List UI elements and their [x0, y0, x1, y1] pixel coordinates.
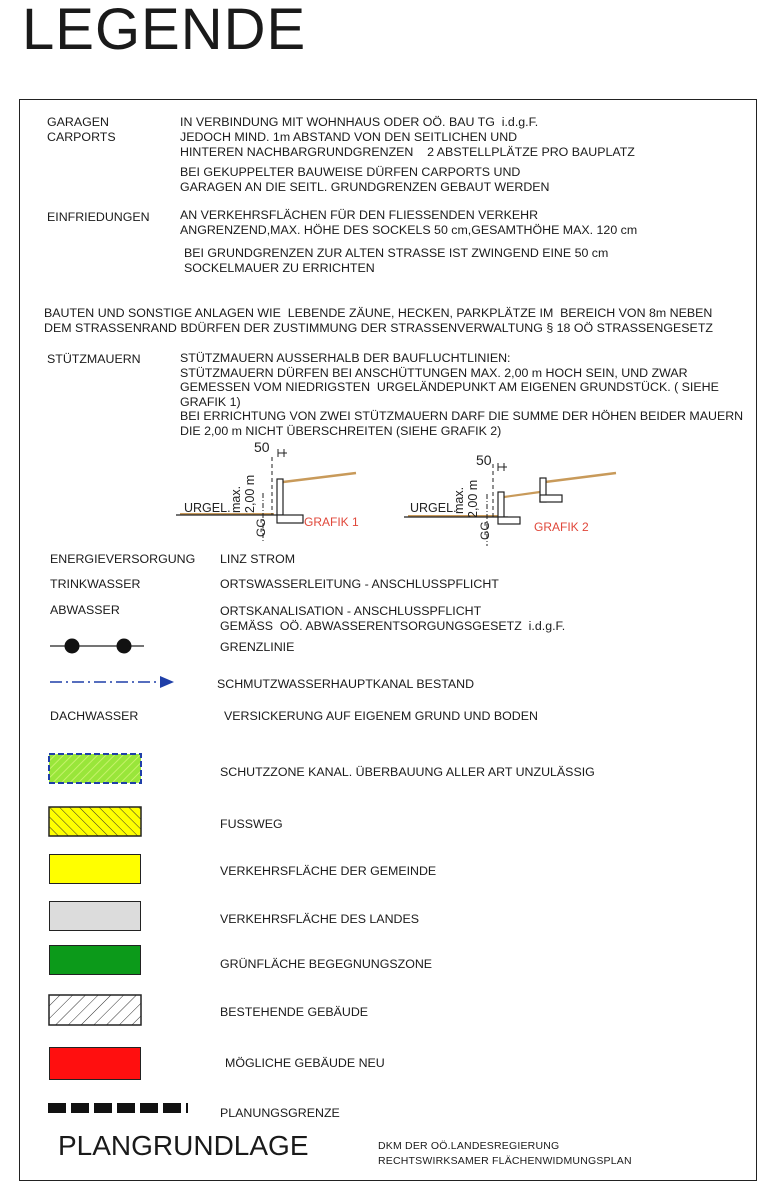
wall-footing [277, 515, 303, 523]
dimension-50: 50 [476, 452, 492, 468]
schmutzwasser-symbol [48, 675, 176, 689]
grafik-2-diagram [404, 450, 624, 548]
dachwasser-text: VERSICKERUNG AUF EIGENEM GRUND UND BODEN [224, 709, 538, 723]
stuetzmauern-text: STÜTZMAUERN AUSSERHALB DER BAUFLUCHTLINIEN: STÜTZMAUERN DÜRFEN BEI ANSCHÜTTUNGEN MAX. 2,00 m HOCH SEIN, UND ZWAR GEMESSEN VOM NIEDRIGSTEN URGELÄNDEPUNKT AM EIGENEN GRUNDSTÜCK. ( SIEHE GRAFIK 1) BEI ERRICHTUNG VON ZWEI STÜTZMAUERN DARF DIE SUMME DER HÖHEN BEIDER MAUERN DIE 2,00 m NICHT ÜBERSCHREITEN (SIEHE GRAFIK 2) [180, 351, 744, 438]
swatch-schutzzone [48, 753, 143, 784]
gg-label: GG [478, 521, 492, 540]
garagen-text-2: BEI GEKUPPELTER BAUWEISE DÜRFEN CARPORTS UND GARAGEN AN DIE SEITL. GRUNDGRENZEN GEBAUT WERDEN [180, 165, 550, 194]
height-label-value: 2,00 m [243, 474, 257, 513]
height-label-value: 2,00 m [466, 479, 480, 518]
grafik-2-label: GRAFIK 2 [534, 520, 589, 534]
arrow-icon [160, 676, 174, 688]
height-label-max: max. [452, 486, 466, 514]
einfriedungen-label: EINFRIEDUNGEN [47, 210, 150, 224]
abwasser-text: ORTSKANALISATION - ANSCHLUSSPFLICHT GEMÄSS OÖ. ABWASSERENTSORGUNGSGESETZ i.d.g.F. [220, 604, 566, 633]
grenz-dot [65, 639, 80, 654]
wall-footing-upper [540, 495, 562, 502]
trinkwasser-label: TRINKWASSER [50, 577, 141, 591]
energie-label: ENERGIEVERSORGUNG [50, 552, 196, 566]
height-label-max: max. [229, 485, 243, 513]
abwasser-label: ABWASSER [50, 603, 120, 617]
grenzlinie-symbol [48, 636, 146, 658]
trinkwasser-text: ORTSWASSERLEITUNG - ANSCHLUSSPFLICHT [220, 577, 499, 591]
grenz-dot [117, 639, 132, 654]
grafik-1-diagram [176, 437, 376, 545]
gruenflaeche-text: GRÜNFLÄCHE BEGEGNUNGSZONE [220, 957, 433, 971]
grenzlinie-text: GRENZLINIE [220, 640, 295, 654]
schmutzwasser-text: SCHMUTZWASSERHAUPTKANAL BESTAND [217, 677, 475, 691]
swatch-verkehrsflaeche-gemeinde [49, 854, 141, 884]
swatch-gruenflaeche [49, 945, 141, 975]
garagen-label: GARAGEN CARPORTS [47, 115, 116, 144]
gg-label: GG [254, 518, 268, 537]
swatch-bestehende-gebaeude [48, 994, 143, 1026]
retaining-wall-lower [498, 492, 504, 517]
moegliche-gebaeude-text: MÖGLICHE GEBÄUDE NEU [225, 1056, 385, 1070]
dkm-text: DKM DER OÖ.LANDESREGIERUNG RECHTSWIRKSAMER FLÄCHENWIDMUNGSPLAN [378, 1140, 632, 1167]
swatch-moegliche-gebaeude [49, 1047, 141, 1080]
planungsgrenze-symbol [48, 1101, 193, 1115]
grafik-1-label: GRAFIK 1 [304, 515, 359, 529]
verkehrsflaeche-gemeinde-text: VERKEHRSFLÄCHE DER GEMEINDE [220, 864, 437, 878]
plangrundlage-heading: PLANGRUNDLAGE [58, 1130, 309, 1161]
wall-footing-lower [498, 517, 520, 524]
urgel-label: URGEL. [410, 501, 457, 515]
schutzzone-text: SCHUTZZONE KANAL. ÜBERBAUUNG ALLER ART UNZULÄSSIG [220, 765, 595, 779]
einfriedungen-text-2: BEI GRUNDGRENZEN ZUR ALTEN STRASSE IST ZWINGEND EINE 50 cm SOCKELMAUER ZU ERRICHTEN [184, 246, 609, 275]
garagen-text-1: IN VERBINDUNG MIT WOHNHAUS ODER OÖ. BAU TG i.d.g.F. JEDOCH MIND. 1m ABSTAND VON DEN SEITLICHEN UND HINTEREN NACHBARGRUNDGRENZEN 2 ABSTELLPLÄTZE PRO BAUPLATZ [180, 115, 635, 159]
swatch-fussweg [48, 806, 143, 837]
einfriedungen-text-1: AN VERKEHRSFLÄCHEN FÜR DEN FLIESSENDEN VERKEHR ANGRENZEND,MAX. HÖHE DES SOCKELS 50 cm,GESAMTHÖHE MAX. 120 cm [180, 208, 638, 237]
fill-line-lower [504, 492, 540, 497]
urgel-label: URGEL. [184, 501, 231, 515]
fill-line-upper [545, 473, 616, 482]
dachwasser-label: DACHWASSER [50, 709, 139, 723]
retaining-wall [277, 479, 283, 515]
energie-text: LINZ STROM [220, 552, 296, 566]
stuetzmauern-label: STÜTZMAUERN [47, 352, 141, 366]
planungsgrenze-text: PLANUNGSGRENZE [220, 1106, 340, 1120]
fussweg-text: FUSSWEG [220, 817, 283, 831]
swatch-verkehrsflaeche-landes [49, 901, 141, 931]
dimension-50: 50 [254, 439, 270, 455]
fill-line [283, 473, 356, 482]
verkehrsflaeche-landes-text: VERKEHRSFLÄCHE DES LANDES [220, 912, 419, 926]
bauten-text: BAUTEN UND SONSTIGE ANLAGEN WIE LEBENDE ZÄUNE, HECKEN, PARKPLÄTZE IM BEREICH VON 8m NEBEN DEM STRASSENRAND BDÜRFEN DER ZUSTIMMUNG DER STRASSENVERWALTUNG § 18 OÖ STRASSENGESETZ [44, 306, 713, 335]
page-title: LEGENDE [22, 0, 307, 62]
bestehende-gebaeude-text: BESTEHENDE GEBÄUDE [220, 1005, 369, 1019]
